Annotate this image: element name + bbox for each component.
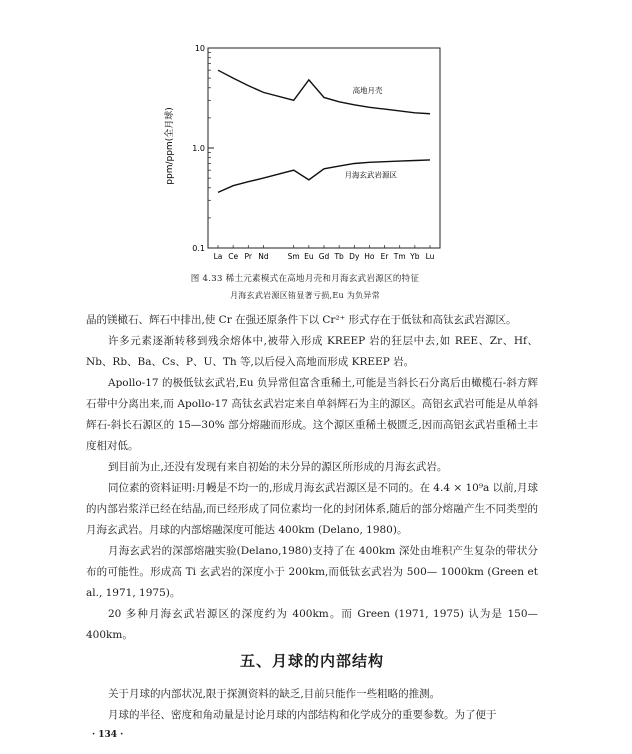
series-label: 月海玄武岩源区 [344, 170, 398, 180]
series-label: 高地月壳 [352, 86, 383, 96]
paragraph: Apollo-17 的极低钛玄武岩,Eu 负异常但富含重稀土,可能是当斜长石分离后由橄榄石-斜方辉石带中分离出来,而 Apollo-17 高钛玄武岩定来自单斜辉石为主的源区。高铝玄武岩可能是从单斜辉石-斜长石源区的 15—30% 部分熔融而形成。这个源区重稀土极匮乏,因而高铝玄武岩重稀土丰度相对低。 [86, 377, 538, 452]
paragraph: 20 多种月海玄武岩源区的深度约为 400km。而 Green (1971, 1975) 认为是 150—400km。 [86, 608, 538, 641]
x-tick-label: Lu [425, 252, 435, 261]
x-tick-label: Tb [334, 252, 344, 261]
plot-frame [208, 48, 440, 248]
paragraph: 晶的镁橄石、辉石中排出,使 Cr 在强还原条件下以 Cr²⁺ 形式存在于低钛和高钛玄武岩源区。 [86, 314, 517, 326]
x-tick-label: Dy [349, 252, 360, 261]
y-tick-label: 1.0 [192, 144, 205, 153]
paragraph: 关于月球的内部状况,限于探测资料的缺乏,目前只能作一些粗略的推测。 [108, 688, 441, 700]
x-tick-label: Tm [393, 252, 406, 261]
x-tick-label: Yb [410, 252, 420, 261]
section-text [86, 684, 538, 726]
y-tick-label: 0.1 [192, 244, 205, 253]
ree-pattern-figure [150, 36, 450, 268]
x-tick-label: Pr [244, 252, 253, 261]
paragraph: 月海玄武岩的深部熔融实验(Delano,1980)支持了在 400km 深处由堆积产生复杂的带状分布的可能性。形成高 Ti 玄武岩的深度小于 200km,而低钛玄武岩为 500— 1000km (Green et al., 1971, 1975)。 [86, 545, 538, 599]
x-tick-label: Eu [304, 252, 314, 261]
x-tick-label: Nd [258, 252, 269, 261]
x-tick-label: Er [380, 252, 389, 261]
y-tick-label: 10 [194, 44, 205, 53]
page-number: · 134 · [92, 730, 124, 740]
paragraph: 许多元素逐渐转移到残余熔体中,被带入形成 KREEP 岩的狂层中去,如 REE、Zr、Hf、Nb、Rb、Ba、Cs、P、U、Th 等,以后侵入高地而形成 KREEP 岩。 [86, 335, 538, 368]
body-text [86, 310, 538, 646]
x-tick-label: Sm [287, 252, 300, 261]
x-tick-label: La [213, 252, 223, 261]
series-line [218, 160, 430, 192]
section-heading: 五、月球的内部结构 [239, 652, 384, 670]
figure-caption-note: 月海玄武岩源区铕显著亏损,Eu 为负异常 [229, 291, 381, 300]
x-tick-label: Ho [364, 252, 375, 261]
y-axis-label: ppm/ppm(全月球) [165, 107, 175, 185]
figure-caption: 图 4.33 稀土元素模式在高地月壳和月海玄武岩源区的特征 [190, 274, 420, 284]
x-tick-label: Ce [228, 252, 239, 261]
paragraph: 到目前为止,还没有发现有来自初始的未分异的源区所形成的月海玄武岩。 [108, 461, 448, 473]
x-tick-label: Gd [318, 252, 330, 261]
ree-chart [150, 36, 450, 268]
series-line [218, 70, 430, 114]
paragraph: 月球的半径、密度和角动量是讨论月球的内部结构和化学成分的重要参数。为了便于 [108, 709, 497, 721]
paragraph: 同位素的资料证明:月幔是不均一的,形成月海玄武岩源区是不同的。在 4.4 × 10⁹a 以前,月球的内部岩浆洋已经在结晶,而已经形成了同位素均一化的封闭体系,随后的部分熔融产生不同类型的月海玄武岩。月球的内部熔融深度可能达 400km (Delano, 1980)。 [86, 482, 538, 536]
